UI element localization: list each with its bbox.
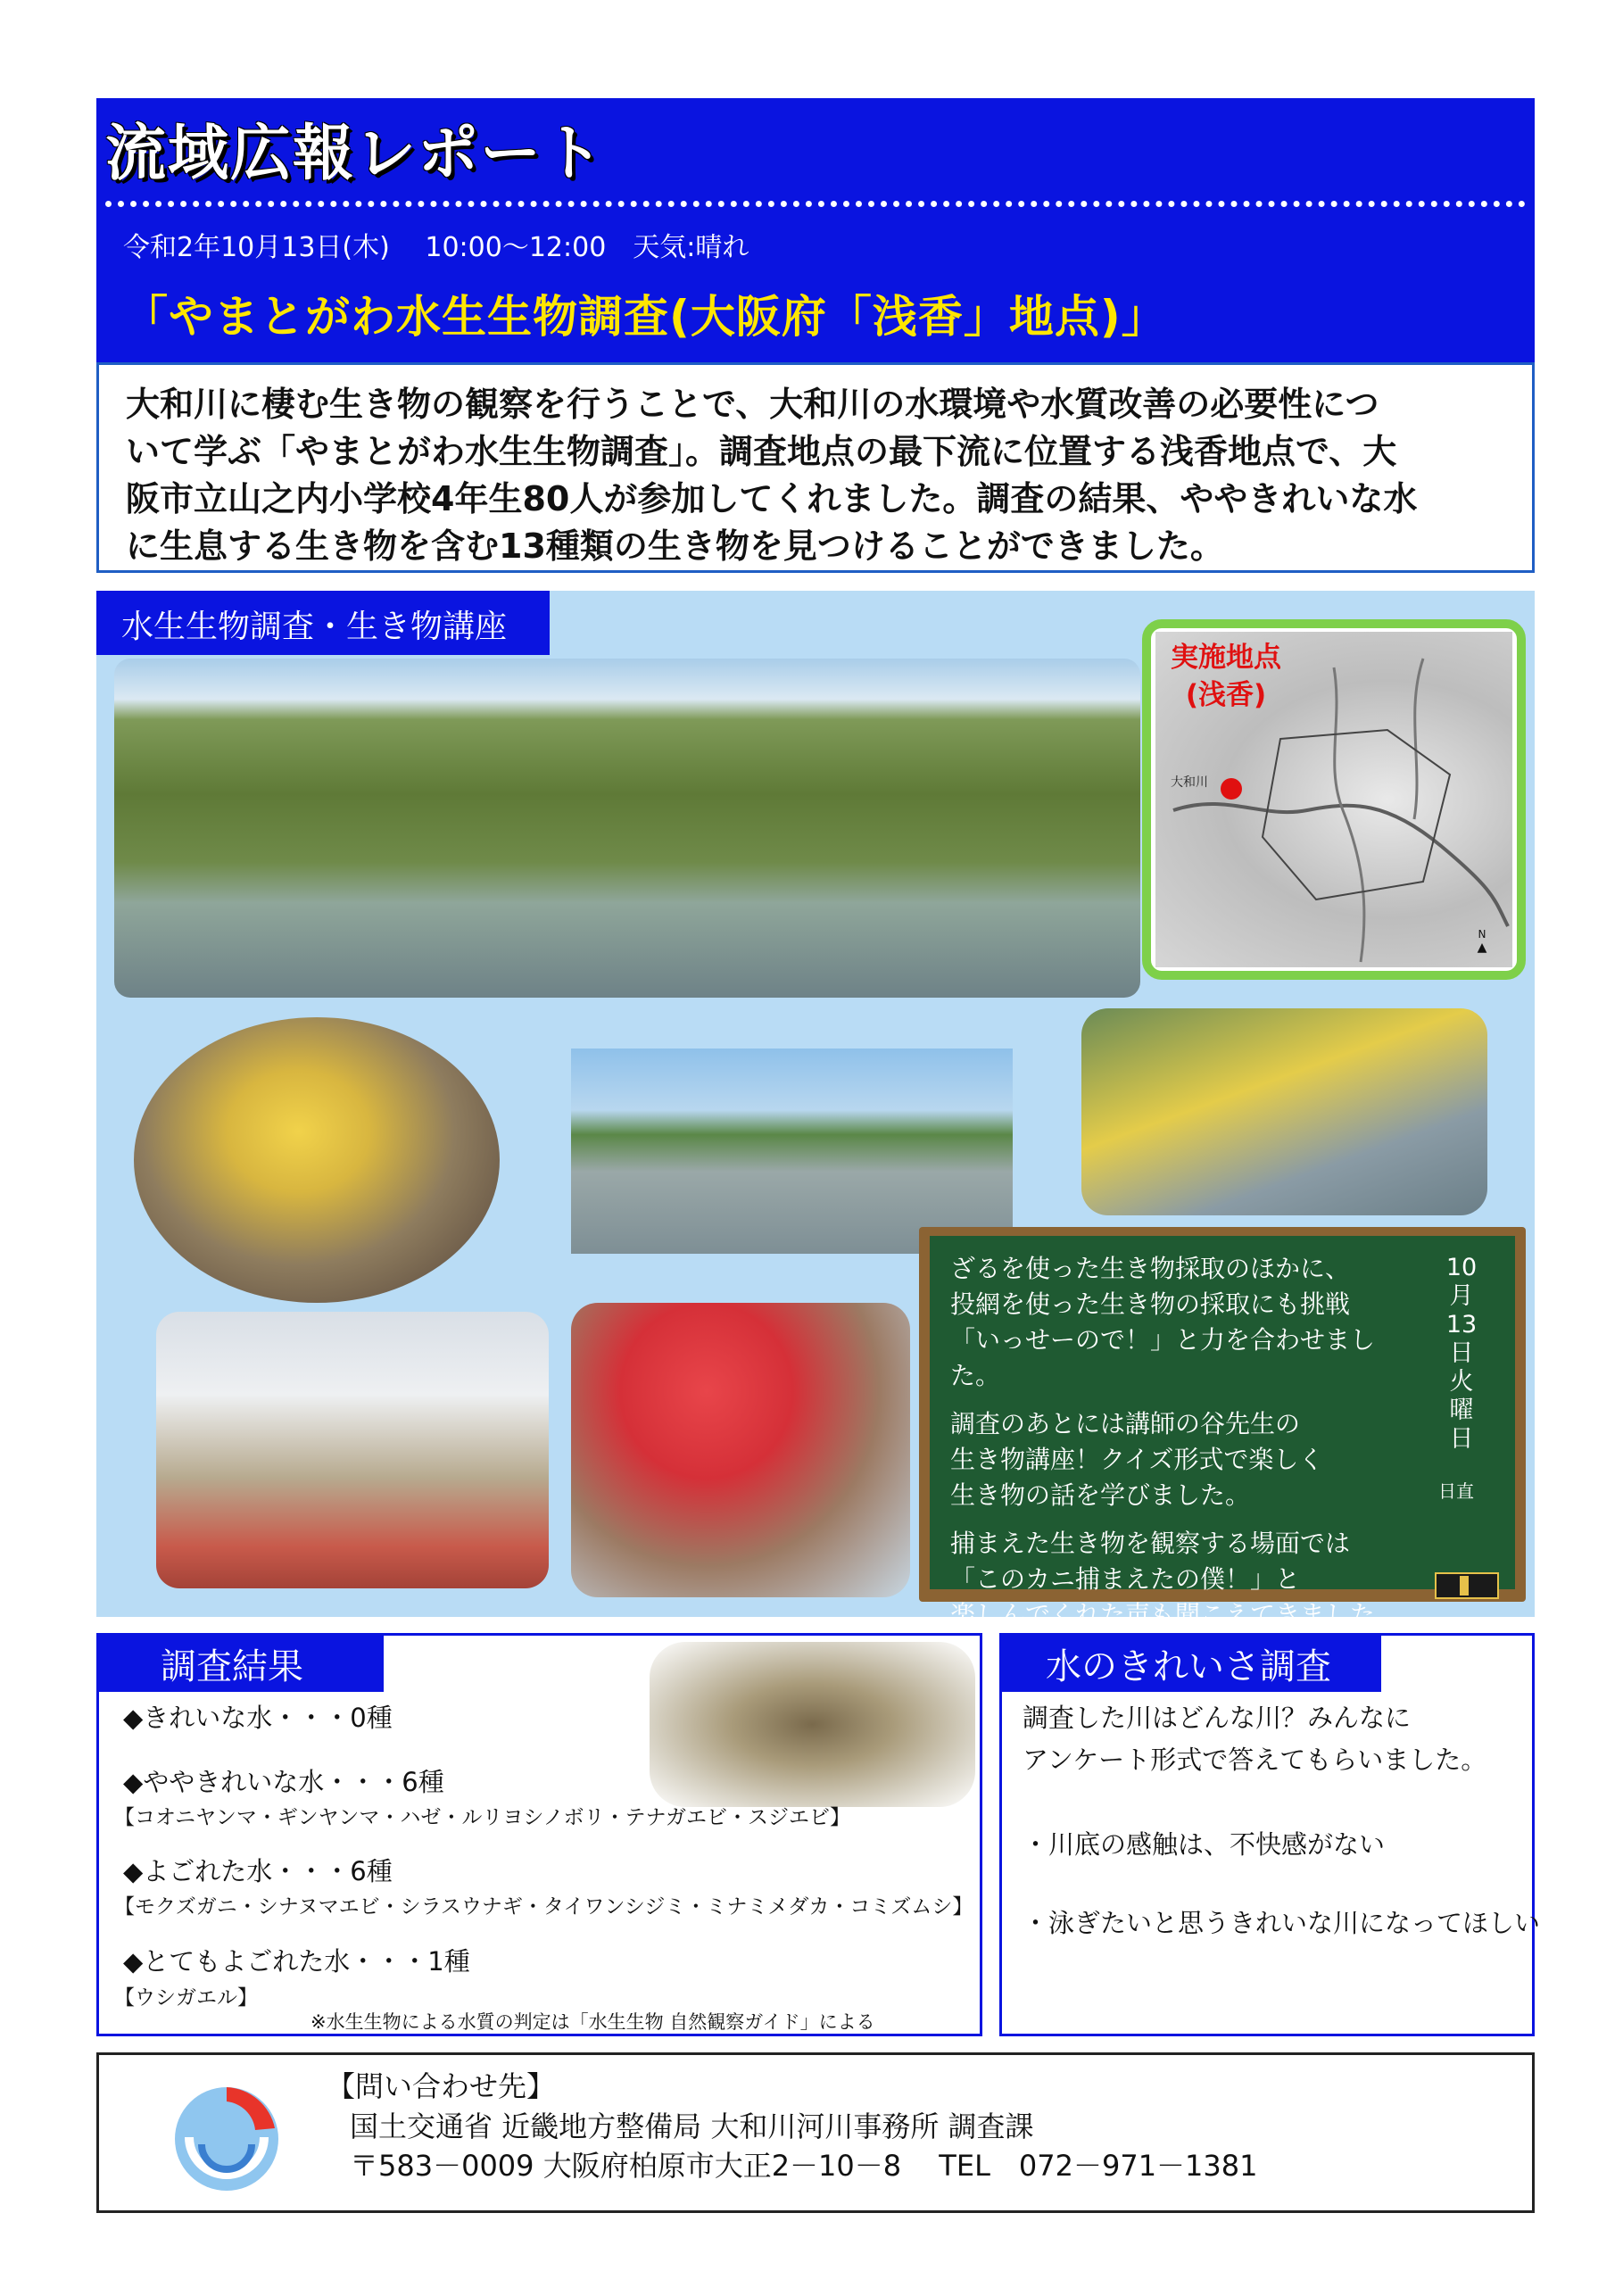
results-note: ※水生生物による水質の判定は「水生生物 自然観察ガイド」による	[311, 2011, 875, 2033]
intro-line: いて学ぶ「やまとがわ水生生物調査」。調査地点の最下流に位置する浅香地点で、大	[126, 432, 1397, 471]
board-date-char: 日	[1449, 1339, 1474, 1367]
board-date-char: 曜	[1449, 1397, 1474, 1424]
result-slightly-clean: ◆ややきれいな水・・・6種	[123, 1767, 444, 1797]
lecture-photo	[156, 1312, 549, 1588]
board-date-char: 火	[1449, 1368, 1474, 1396]
board-duty-label: 日直	[1438, 1480, 1474, 1502]
board-line: 生き物講座！クイズ形式で楽しく	[950, 1445, 1324, 1474]
result-clean: ◆きれいな水・・・0種	[123, 1703, 393, 1733]
water-answer: ・川底の感触は、不快感がない	[1023, 1829, 1386, 1860]
north-label: N	[1478, 928, 1486, 941]
results-heading: 調査結果	[96, 1633, 384, 1692]
board-date	[1444, 1254, 1479, 1454]
contact-organization: 国土交通省 近畿地方整備局 大和川河川事務所 調査課	[350, 2110, 1034, 2143]
board-paragraph	[950, 1251, 1414, 1394]
report-title: 流域広報レポート	[105, 119, 606, 189]
contact-address: 〒583－0009 大阪府柏原市大正2－10－8 TEL 072－971－1381	[350, 2149, 1258, 2183]
photo-section-label: 水生生物調査・生き物講座	[96, 591, 550, 655]
event-date-line: 令和2年10月13日(木) 10:00～12:00 天気:晴れ	[123, 232, 749, 263]
observation-closeup-photo	[571, 1303, 910, 1597]
blackboard-text	[950, 1251, 1414, 1645]
board-paragraph	[950, 1406, 1414, 1513]
result-very-dirty: ◆とてもよごれた水・・・1種	[123, 1946, 470, 1977]
event-subtitle: 「やまとがわ水生生物調査(大阪府「浅香」地点)」	[123, 291, 1167, 343]
north-arrow-icon: N ▲	[1472, 928, 1492, 955]
water-answer: ・泳ぎたいと思うきれいな川になってほしい	[1023, 1908, 1541, 1938]
eraser-band	[1460, 1576, 1469, 1596]
contact-heading: 【問い合わせ先】	[327, 2069, 556, 2103]
intro-line: に生息する生き物を含む13種類の生き物を見つけることができました。	[126, 526, 1224, 566]
map-label-line: 実施地点	[1171, 642, 1281, 674]
board-line: 調査のあとには講師の谷先生の	[950, 1409, 1301, 1438]
intro-text-box	[96, 362, 1535, 573]
board-line: 投網を使った生き物の採取にも挑戦	[950, 1289, 1351, 1319]
board-line: 捕まえた生き物を観察する場面では	[950, 1529, 1351, 1558]
dotted-divider	[105, 201, 1526, 207]
result-slightly-clean-list: 【コオニヤンマ・ギンヤンマ・ハゼ・ルリヨシノボリ・テナガエビ・スジエビ】	[114, 1806, 851, 1829]
map-river-label: 大和川	[1171, 775, 1208, 790]
board-date-char: 日	[1449, 1425, 1474, 1453]
map-label-line: (浅香)	[1185, 679, 1267, 711]
intro-line: 阪市立山之内小学校4年生80人が参加してくれました。調査の結果、ややきれいな水	[126, 479, 1418, 518]
board-paragraph	[950, 1526, 1414, 1633]
board-date-char: 13	[1445, 1311, 1478, 1339]
result-very-dirty-list: 【ウシガエル】	[114, 1986, 258, 2010]
river-survey-photo	[114, 659, 1140, 998]
map-location-label	[1171, 639, 1281, 714]
board-line: ざるを使った生き物採取のほかに、	[950, 1254, 1351, 1283]
crab-photo	[650, 1642, 975, 1807]
location-marker-icon	[1221, 778, 1242, 800]
board-date-char: 月	[1449, 1282, 1474, 1310]
board-date-char: 10	[1445, 1254, 1478, 1281]
cast-net-photo	[571, 1049, 1013, 1254]
children-in-river-photo	[1081, 1008, 1487, 1215]
children-sieving-photo	[134, 1017, 500, 1303]
result-dirty: ◆よごれた水・・・6種	[123, 1856, 393, 1886]
water-heading: 水のきれいさ調査	[999, 1633, 1381, 1692]
board-line: 生き物の話を学びました。	[950, 1480, 1251, 1510]
board-line: 「このカニ捕まえたの僕！」と	[950, 1564, 1301, 1594]
water-line: 調査した川はどんな川？みんなに	[1023, 1703, 1412, 1733]
board-line: 「いっせーので！」と力を合わせました。	[950, 1325, 1376, 1390]
board-line: 楽しんでくれた声も聞こえてきました。	[950, 1600, 1401, 1629]
intro-line: 大和川に棲む生き物の観察を行うことで、大和川の水環境や水質改善の必要性につ	[126, 385, 1379, 424]
result-dirty-list: 【モクズガニ・シナヌマエビ・シラスウナギ・タイワンシジミ・ミナミメダカ・コミズムシ】	[114, 1895, 973, 1919]
mlit-logo-icon	[170, 2075, 284, 2200]
water-line: アンケート形式で答えてもらいました。	[1023, 1745, 1487, 1775]
